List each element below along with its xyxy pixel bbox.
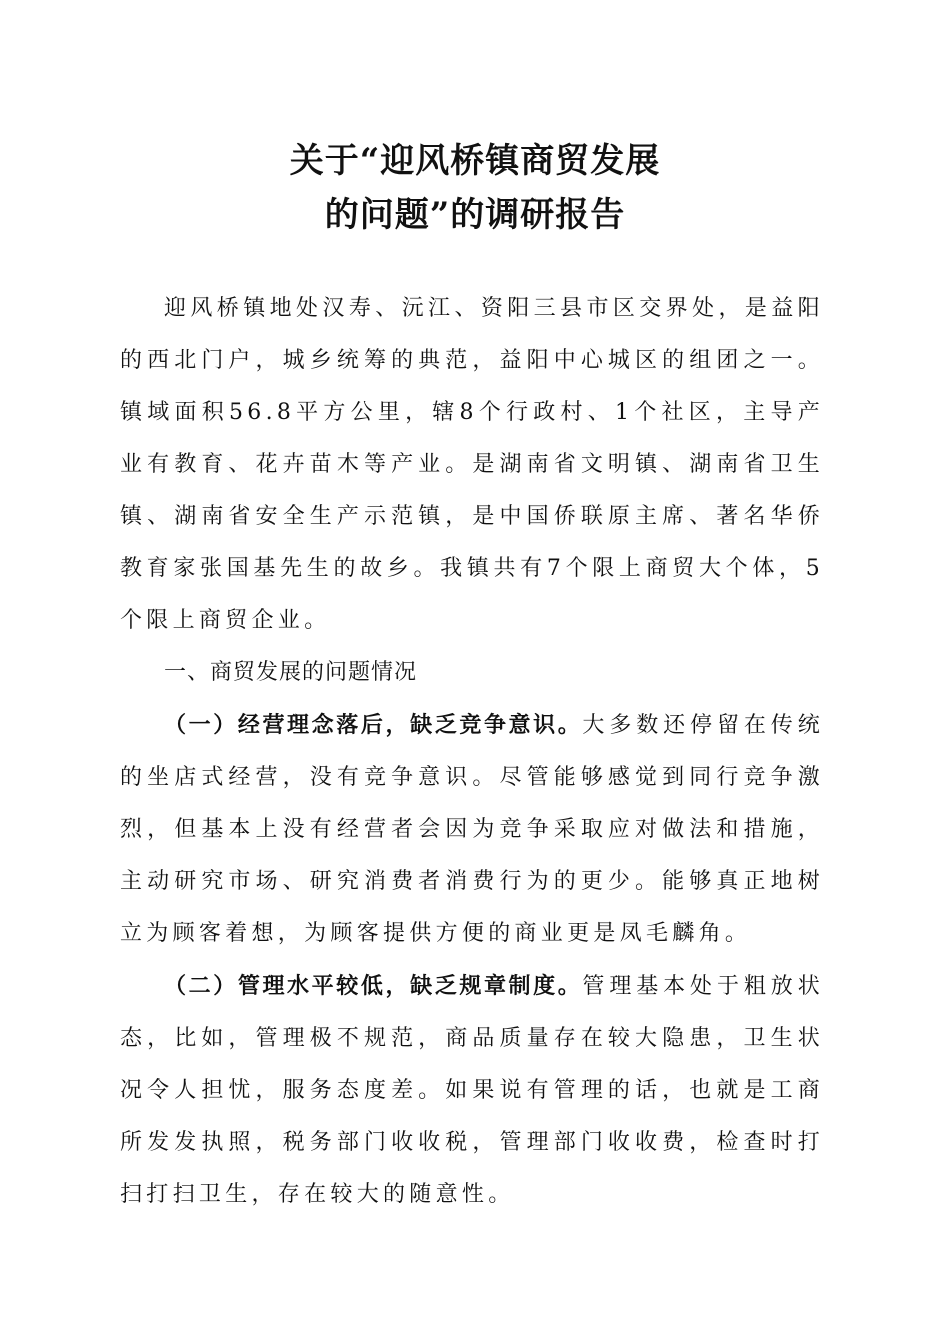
item-2-paragraph	[120, 960, 824, 1221]
item-2-lead: （二）管理水平较低，缺乏规章制度。	[164, 973, 583, 999]
document-body	[120, 283, 824, 1221]
title-line-2: 的问题”的调研报告	[324, 195, 626, 235]
item-1-paragraph	[120, 699, 824, 960]
item-1-text: 大多数还停留在传统的坐店式经营，没有竞争意识。尽管能够感觉到同行竞争激烈，但基本上没有经营者会因为竞争采取应对做法和措施，主动研究市场、研究消费者消费行为的更少。能够真正地树立为顾客着想，为顾客提供方便的商业更是凤毛麟角。	[120, 713, 824, 946]
section-1-heading: 一、商贸发展的问题情况	[164, 660, 418, 685]
title-line-1: 关于“迎风桥镇商贸发展	[289, 141, 661, 181]
item-2-text: 管理基本处于粗放状态，比如，管理极不规范，商品质量存在较大隐患，卫生状况令人担忧，服务态度差。如果说有管理的话，也就是工商所发发执照，税务部门收收税，管理部门收收费，检查时打扫打扫卫生，存在较大的随意性。	[120, 974, 824, 1207]
item-1-lead: （一）经营理念落后，缺乏竞争意识。	[164, 712, 583, 738]
intro-paragraph: 迎风桥镇地处汉寿、沅江、资阳三县市区交界处，是益阳的西北门户，城乡统筹的典范，益阳中心城区的组团之一。镇域面积56.8平方公里，辖8个行政村、1个社区，主导产业有教育、花卉苗木等产业。是湖南省文明镇、湖南省卫生镇、湖南省安全生产示范镇，是中国侨联原主席、著名华侨教育家张国基先生的故乡。我镇共有7个限上商贸大个体，5个限上商贸企业。	[120, 296, 824, 633]
